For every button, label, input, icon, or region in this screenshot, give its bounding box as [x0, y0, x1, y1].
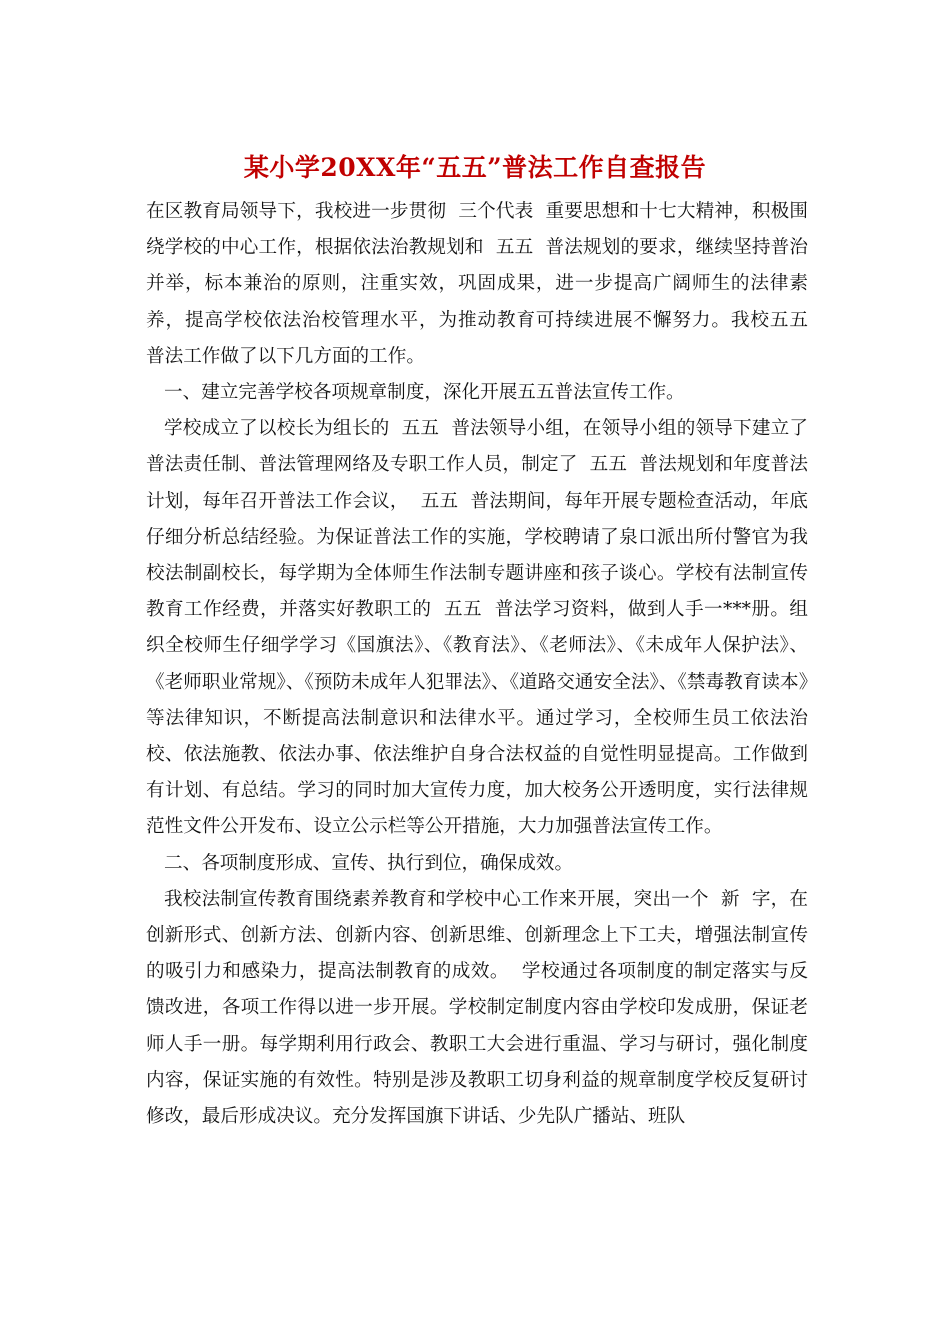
intro-paragraph: 在区教育局领导下，我校进一步贯彻 三个代表 重要思想和十七大精神，积极围绕学校的中心工作，根据依法治教规划和 五五 普法规划的要求，继续坚持普治并举，标本兼治的原则，注重实效，巩固成果，进一步提高广阔师生的法律素养，提高学校依法治校管理水平，为推动教育可持续进展不懈努力。我校五五 普法工作做了以下几方面的工作。 [146, 201, 820, 367]
section-heading-2: 二、各项制度形成、宣传、执行到位，确保成效。 [164, 852, 574, 874]
section-1-paragraph: 学校成立了以校长为组长的 五五 普法领导小组，在领导小组的领导下建立了普法责任制、普法管理网络及专职工作人员，制定了 五五 普法规划和年度普法计划，每年召开普法工作会议， 五五 普法期间，每年开展专题检查活动，年底仔细分析总结经验。为保证普法工作的实施，学校聘请了泉口派出所付警官为我校法制副校长，每学期为全体师生作法制专题讲座和孩子谈心。学校有法制宣传教育工作经费，并落实好教职工的 五五 普法学习资料，做到人手一***册。组织全校师生仔细学学习《国旗法》、《教育法》、《老师法》、《未成年人保护法》、《老师职业常规》、《预防未成年人犯罪法》、《道路交通安全法》、《禁毒教育读本》等法律知识，不断提高法制意识和法律水平。通过学习，全校师生员工依法治校、依法施教、依法办事、依法维护自身合法权益的自觉性明显提高。工作做到有计划、有总结。学习的同时加大宣传力度，加大校务公开透明度，实行法律规范性文件公开发布、设立公示栏等公开措施，大力加强普法宣传工作。 [146, 418, 808, 838]
section-heading-1: 一、建立完善学校各项规章制度，深化开展五五普法宣传工作。 [164, 382, 685, 404]
document-body [146, 194, 820, 1135]
section-2-paragraph: 我校法制宣传教育围绕素养教育和学校中心工作来开展，突出一个 新 字，在创新形式、创新方法、创新内容、创新思维、创新理念上下工夫，增强法制宣传的吸引力和感染力，提高法制教育的成效。 学校通过各项制度的制定落实与反馈改进，各项工作得以进一步开展。学校制定制度内容由学校印发成册，保证老师人手一册。每学期利用行政会、教职工大会进行重温、学习与研讨，强化制度内容，保证实施的有效性。特别是涉及教职工切身利益的规章制度学校反复研讨修改，最后形成决议。充分发挥国旗下讲话、少先队广播站、班队 [146, 888, 808, 1128]
document-title: 某小学20XX年“五五”普法工作自查报告 [243, 153, 707, 182]
